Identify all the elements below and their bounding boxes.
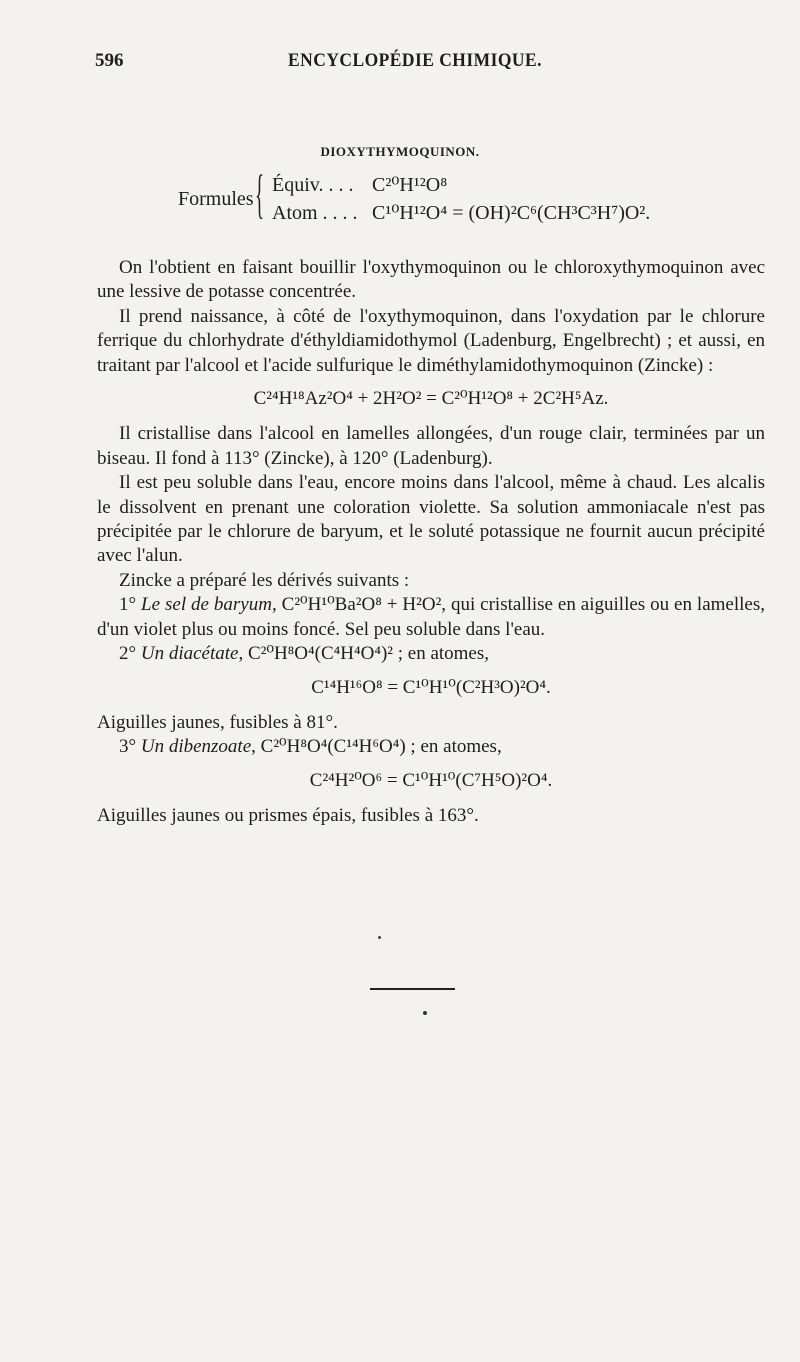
item-text: , C²⁰H⁸O⁴(C¹⁴H⁶O⁴) ; en atomes, <box>251 736 502 758</box>
paragraph: Zincke a préparé les dérivés suivants : <box>119 569 410 591</box>
formula-value: C¹⁰H¹²O⁴ = (OH)²C⁶(CH³C³H⁷)O². <box>372 202 651 224</box>
list-item <box>97 593 765 642</box>
paragraph: Aiguilles jaunes ou prismes épais, fusibles à 163°. <box>97 805 479 827</box>
formula-key: Atom . . . . <box>272 202 358 224</box>
paragraph: Il prend naissance, à côté de l'oxythymoquinon, dans l'oxydation par le chlorure ferrique du chlorhydrate d'éthyldiamidothymol (Ladenburg, Engelbrecht) ; et aussi, en traitant par l'alcool et l'acide sulfurique le diméthylamidothymoquinon (Zincke) : <box>97 305 765 376</box>
paragraph: On l'obtient en faisant bouillir l'oxythymoquinon ou le chloroxythymoquinon avec une lessive de potasse concentrée. <box>97 257 765 303</box>
item-text: , C²⁰H⁸O⁴(C⁴H⁴O⁴)² ; en atomes, <box>238 643 490 665</box>
page-number: 596 <box>95 50 124 71</box>
body-text <box>97 256 765 829</box>
list-item <box>97 735 765 759</box>
item-number: 2° <box>119 643 141 665</box>
list-item <box>97 642 765 666</box>
running-title: ENCYCLOPÉDIE CHIMIQUE. <box>288 50 542 71</box>
formula-value: C²⁰H¹²O⁸ <box>372 174 448 196</box>
item-name: Le sel de baryum <box>141 594 272 616</box>
equation: C²⁴H¹⁸Az²O⁴ + 2H²O² = C²⁰H¹²O⁸ + 2C²H⁵Az. <box>253 388 609 410</box>
item-text: , C²⁰H¹⁰Ba²O⁸ + H²O², qui cristallise en aiguilles ou en lamelles, d'un violet plus ou moins foncé. Sel peu soluble dans l'eau. <box>97 594 765 640</box>
ink-dot <box>423 1011 427 1015</box>
formula-row-equiv <box>272 172 447 197</box>
formulas-label: Formules <box>178 188 254 210</box>
formulas-block <box>178 164 698 232</box>
formula-key: Équiv. . . . <box>272 174 354 196</box>
section-title: DIOXYTHYMOQUINON. <box>320 144 480 159</box>
paragraph: Il cristallise dans l'alcool en lamelles allongées, d'un rouge clair, terminées par un biseau. Il fond à 113° (Zincke), à 120° (Ladenburg). <box>97 423 765 469</box>
paragraph: Il est peu soluble dans l'eau, encore moins dans l'alcool, même à chaud. Les alcalis le dissolvent en prenant une coloration violette. Sa solution ammoniacale n'est pas précipitée par le chlorure de baryum, et le soluté potassique ne fournit aucun précipité avec l'alun. <box>97 472 765 567</box>
equation: C¹⁴H¹⁶O⁸ = C¹⁰H¹⁰(C²H³O)²O⁴. <box>311 676 551 698</box>
item-name: Un diacétate <box>140 643 239 665</box>
formula-row-atom <box>272 200 650 225</box>
item-number: 1° <box>119 594 142 616</box>
paragraph: Aiguilles jaunes, fusibles à 81°. <box>97 711 338 733</box>
brace-icon: { <box>255 164 265 224</box>
ink-dot <box>378 936 381 939</box>
item-name: Un dibenzoate <box>140 736 252 758</box>
item-number: 3° <box>119 736 141 758</box>
page-header <box>95 50 735 80</box>
section-end-rule <box>370 988 455 990</box>
equation: C²⁴H²⁰O⁶ = C¹⁰H¹⁰(C⁷H⁵O)²O⁴. <box>309 769 553 791</box>
